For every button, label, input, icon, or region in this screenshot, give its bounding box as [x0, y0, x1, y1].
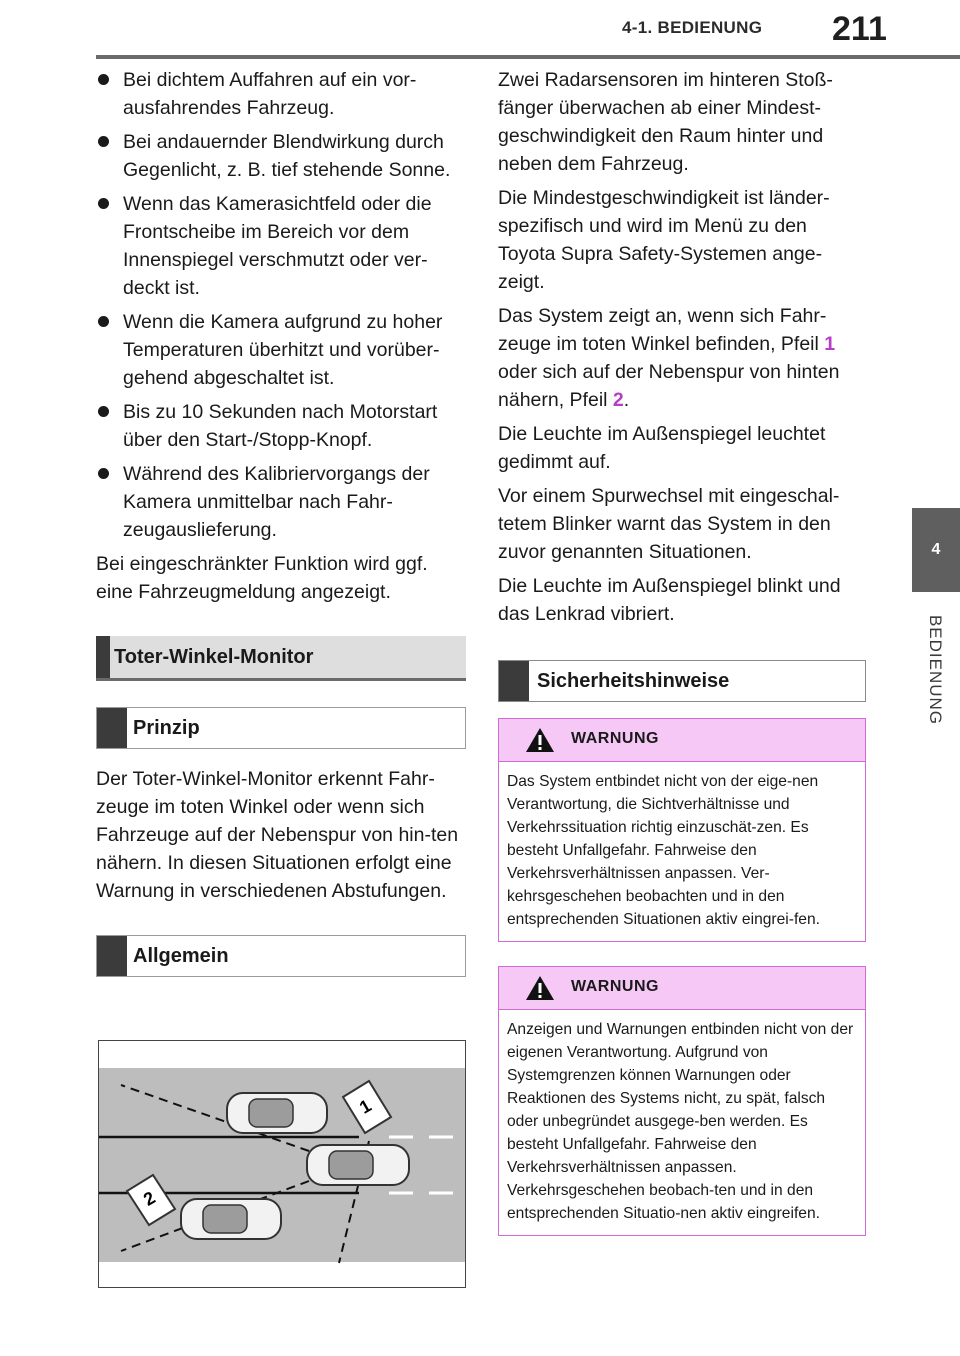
lane-change-paragraph: Vor einem Spurwechsel mit eingeschal-tetem Blinker warnt das System in den zuvor genannten Situationen.: [498, 485, 840, 563]
section-heading-safety: Sicherheitshinweise: [498, 660, 866, 702]
header-section-title: 4-1. BEDIENUNG: [622, 18, 763, 37]
page-number: 211: [832, 10, 887, 48]
road-diagram: [99, 1041, 465, 1287]
section-heading-blind-spot: Toter-Winkel-Monitor: [96, 636, 466, 681]
warning-triangle-icon: [525, 727, 555, 753]
right-column: [498, 66, 866, 1236]
bullet-icon: [98, 136, 109, 147]
chapter-label: BEDIENUNG: [926, 614, 946, 726]
arrow-ref-2: 2: [612, 389, 624, 411]
arrow-ref-1: 1: [824, 333, 836, 355]
list-item: Bei dichtem Auffahren auf ein vor-ausfahrendes Fahrzeug.: [96, 66, 466, 122]
radar-paragraph: Zwei Radarsensoren im hinteren Stoß-fänger überwachen ab einer Mindest-geschwindigkeit den Raum hinter und neben dem Fahrzeug.: [498, 69, 833, 175]
restriction-note: Bei eingeschränkter Funktion wird ggf. eine Fahrzeugmeldung angezeigt.: [96, 553, 428, 603]
arrow-2-label: 2: [140, 1187, 159, 1210]
chapter-tab: [912, 508, 960, 592]
bullet-icon: [98, 406, 109, 417]
speed-paragraph: Die Mindestgeschwindigkeit ist länder-spezifisch und wird im Menü zu den Toyota Supra Safety-Systemen ange-zeigt.: [498, 187, 830, 293]
car-own: [307, 1145, 409, 1185]
bullet-icon: [98, 316, 109, 327]
indication-paragraph: Das System zeigt an, wenn sich Fahr-zeuge im toten Winkel befinden, Pfeil 1 oder sich auf der Nebenspur von hinten nähern, Pfeil 2.: [498, 305, 840, 411]
list-item: Bis zu 10 Sekunden nach Motorstart über den Start-/Stopp-Knopf.: [96, 398, 466, 454]
warning-text: Das System entbindet nicht von der eige-nen Verantwortung, die Sichtverhältnisse und Verkehrssituation richtig einzuschät-zen. Es besteht Unfallgefahr. Fahrweise den Verkehrsverhältnissen anpassen. Ver-kehrsgeschehen beobachten und in den entsprechenden Situationen aktiv eingrei-fen.: [507, 773, 820, 928]
list-item: Während des Kalibriervorgangs der Kamera unmittelbar nach Fahr-zeugauslieferung.: [96, 460, 466, 544]
bullet-icon: [98, 468, 109, 479]
blind-spot-illustration: [98, 1040, 466, 1288]
limitations-list: [96, 66, 466, 544]
list-item: Bei andauernder Blendwirkung durch Gegenlicht, z. B. tief stehende Sonne.: [96, 128, 466, 184]
subsection-heading-general: Allgemein: [96, 935, 466, 977]
warning-behavior-paragraph: Die Leuchte im Außenspiegel blinkt und das Lenkrad vibriert.: [498, 575, 841, 625]
left-column: [96, 66, 466, 977]
warning-triangle-icon: [525, 975, 555, 1001]
list-item: Wenn das Kamerasichtfeld oder die Frontscheibe im Bereich vor dem Innenspiegel verschmutzt oder ver-deckt ist.: [96, 190, 466, 302]
subsection-heading-principle: Prinzip: [96, 707, 466, 749]
mirror-light-paragraph: Die Leuchte im Außenspiegel leuchtet gedimmt auf.: [498, 423, 826, 473]
warning-box: [498, 966, 866, 1236]
header-divider: [96, 55, 960, 59]
principle-text: Der Toter-Winkel-Monitor erkennt Fahr-zeuge im toten Winkel oder wenn sich Fahrzeuge auf der Nebenspur von hin-ten nähern. In diesen Situationen erfolgt eine Warnung in verschiedenen Abstufungen.: [96, 768, 459, 902]
list-item: Wenn die Kamera aufgrund zu hoher Temperaturen überhitzt und vorüber-gehend abgeschaltet ist.: [96, 308, 466, 392]
arrow-1-label: 1: [356, 1095, 375, 1118]
chapter-number: 4: [931, 541, 941, 558]
bullet-icon: [98, 198, 109, 209]
warning-text: Anzeigen und Warnungen entbinden nicht von der eigenen Verantwortung. Aufgrund von Systemgrenzen können Warnungen oder Reaktionen des Systems nicht, zu spät, falsch oder unbegründet ausgege-ben werden. Es besteht Unfallgefahr. Fahrweise den Verkehrsverhältnissen anpassen. Verkehrsgeschehen beobach-ten und in den entsprechenden Situatio-nen aktiv eingreifen.: [507, 1021, 854, 1222]
warning-label: WARNUNG: [571, 730, 659, 747]
car-blind-spot: [227, 1093, 327, 1133]
car-approaching: [181, 1199, 281, 1239]
bullet-icon: [98, 74, 109, 85]
warning-label: WARNUNG: [571, 978, 659, 995]
warning-box: [498, 718, 866, 942]
